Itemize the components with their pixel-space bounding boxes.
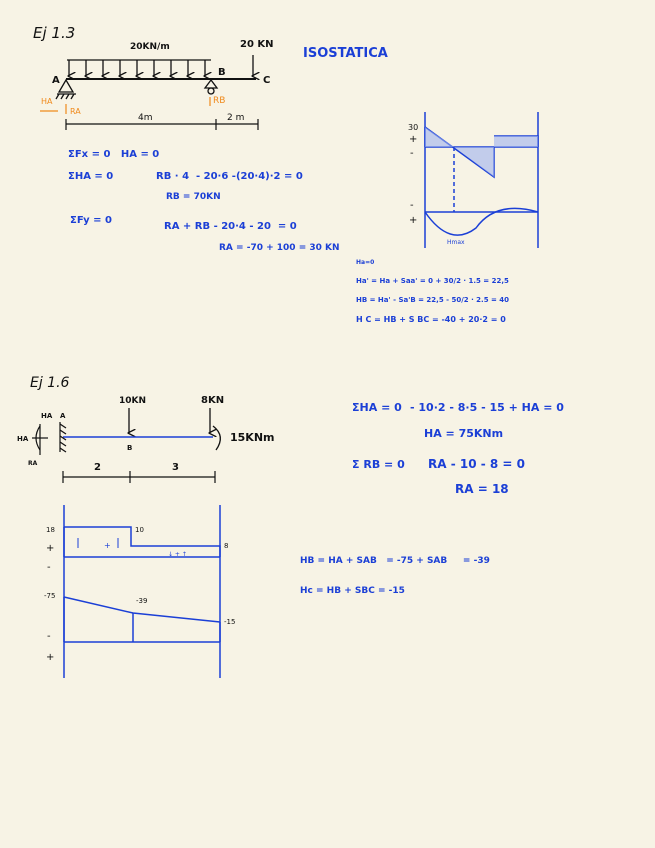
shear-value-8: 8 [224,542,229,550]
eq-rb-result: RB = 70KN [166,192,221,202]
node-c-label: C [263,75,271,86]
load-8kn-label: 8KN [201,395,225,406]
shear16-sign-plus: + [46,543,55,554]
eq16-sum-ha: ΣHA = 0 [352,401,402,414]
shear-16-arrows [78,538,118,548]
shear-value-30: 30 [408,123,419,132]
node-b-label: B [218,67,226,78]
ex16-title: Ej 1.6 [30,375,70,391]
eq16-ha-result: HA = 75KNm [424,427,504,440]
eq16-vertical: RA - 10 - 8 = 0 [428,457,526,471]
shear-value-10: 10 [135,526,144,534]
span1-label: 4m [138,113,153,123]
moment-value-75: -75 [44,592,56,600]
shear-sign-plus: + [409,134,418,145]
ra-16-label: RA [28,460,38,467]
ha-left-label: HA [17,435,29,443]
shear16-sign-minus: - [47,562,51,573]
moment16-sign-plus: + [46,652,55,663]
ex13-title: Ej 1.3 [33,24,76,42]
moment-value-15: -15 [224,618,236,626]
dimension-line-16 [63,471,215,483]
moment-load-label: 15KNm [230,431,275,444]
moment-sign-minus: - [410,200,414,211]
a-16-label: A [60,412,66,420]
point-load-label: 20 KN [240,39,274,50]
moment-value-39: -39 [136,597,148,605]
ha-label: HA [41,97,53,106]
hmax-label: Hmax [447,239,465,246]
moment-calc-4: H C = HB + S BC = -40 + 20·2 = 0 [356,315,506,324]
shear-fill-pos [494,136,538,147]
span-3-label: 3 [172,462,179,473]
shear-value-18: 18 [46,526,55,534]
span2-label: 2 m [227,113,245,123]
moment-sign-plus: + [409,215,418,226]
ha-16-label: HA [41,412,53,420]
classification-label: ISOSTATICA [303,46,388,61]
moment-calc-3: HB = Ha' - Sa'B = 22,5 - 50/2 · 2.5 = 40 [356,296,510,304]
load-10kn-label: 10KN [119,396,147,406]
moment-load-arc [213,426,220,450]
moment16-calc-1: HB = HA + SAB = -75 + SAB = -39 [300,556,490,566]
moment-calc-2: Ha' = Ha + Saa' = 0 + 30/2 · 1.5 = 22,5 [356,277,509,285]
eq16-sum-rb: Σ RB = 0 [352,458,405,471]
distributed-load-label: 20KN/m [130,42,170,52]
eq16-moment: - 10·2 - 8·5 - 15 + HA = 0 [410,401,564,414]
shear-sign-minus: - [410,148,414,159]
distributed-load [67,60,211,76]
eq-sum-fx: ΣFx = 0 HA = 0 [68,149,160,160]
shear-16-inside-plus: + [104,541,111,550]
ra-label: RA [70,107,81,116]
roller-support-b [205,80,217,94]
eq-moment-b: RB · 4 - 20·6 -(20·4)·2 = 0 [156,171,303,182]
node-a-label: A [52,75,60,86]
rb-label: RB [213,96,226,106]
eq-ra-result: RA = -70 + 100 = 30 KN [219,243,340,253]
moment16-sign-minus: - [47,631,51,642]
eq-vertical: RA + RB - 20·4 - 20 = 0 [164,221,297,232]
moment16-calc-2: Hc = HB + SBC = -15 [300,586,405,596]
shear-fill-neg [454,147,494,177]
eq-sum-fy: ΣFy = 0 [70,215,112,226]
eq16-ra-result: RA = 18 [455,482,509,496]
moment-calc-1: Ha=0 [356,259,375,266]
diagrams-13 [425,112,538,248]
eq-sum-ha: ΣHA = 0 [68,171,114,182]
span-2-label: 2 [94,462,101,473]
shear-16-inside-2: ↓ + ↑ [168,551,187,558]
b-16-label: B [127,444,133,452]
